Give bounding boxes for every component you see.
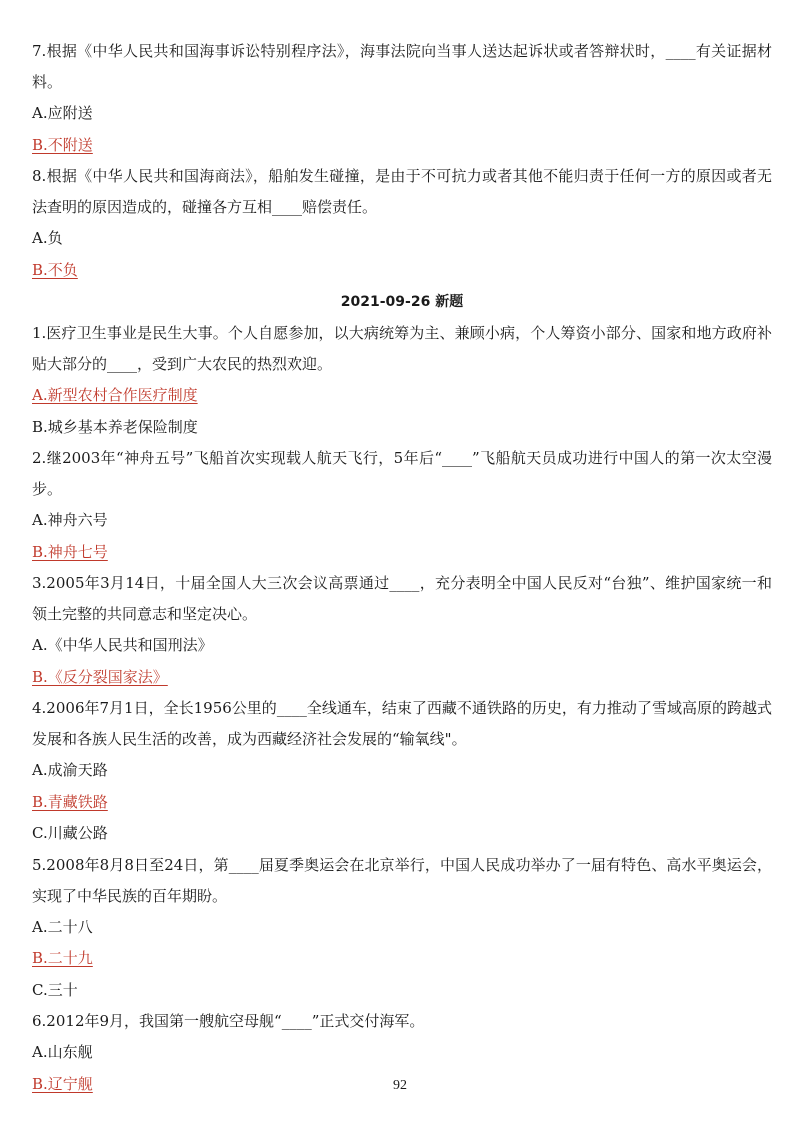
answer-option [32, 223, 772, 255]
answer-option [32, 755, 772, 787]
answer-option [32, 912, 772, 944]
answer-option [32, 975, 772, 1007]
option-label: A.神舟六号 [32, 511, 108, 529]
answer-option [32, 505, 772, 537]
question-list-previous [32, 36, 772, 286]
option-label: A.应附送 [32, 104, 93, 122]
question-text: 4.2006年7月1日，全长1956公里的____全线通车，结束了西藏不通铁路的历史，有力推动了雪域高原的跨越式发展和各族人民生活的改善，成为西藏经济社会发展的“输氧线"。 [32, 699, 772, 748]
question-block [32, 318, 772, 443]
question-block [32, 850, 772, 1007]
question-text: 1.医疗卫生事业是民生大事。个人自愿参加，以大病统筹为主、兼顾小病，个人筹资小部分、国家和地方政府补贴大部分的____，受到广大农民的热烈欢迎。 [32, 324, 772, 373]
option-label: B.不负 [32, 260, 78, 279]
option-label: A.新型农村合作医疗制度 [32, 386, 198, 404]
correct-option [32, 380, 772, 412]
option-label: B.青藏铁路 [32, 792, 108, 811]
option-label: B.二十九 [32, 949, 93, 967]
answer-option [32, 412, 772, 444]
question-block [32, 568, 772, 693]
correct-option [32, 662, 772, 694]
option-label: B.神舟七号 [32, 542, 108, 561]
question-text: 5.2008年8月8日至24日，第____届夏季奥运会在北京举行，中国人民成功举办了一届有特色、高水平奥运会，实现了中华民族的百年期盼。 [32, 855, 772, 905]
answer-option [32, 630, 772, 662]
question-text: 8.根据《中华人民共和国海商法》，船舶发生碰撞，是由于不可抗力或者其他不能归责于任何一方的原因或者无法查明的原因造成的，碰撞各方互相____赔偿责任。 [32, 167, 772, 216]
correct-option [32, 255, 772, 287]
option-label: B.《反分裂国家法》 [32, 667, 168, 686]
page-number: 92 [393, 1078, 407, 1093]
option-label: C.三十 [32, 980, 78, 999]
answer-option [32, 98, 772, 130]
answer-option [32, 1037, 772, 1069]
question-block [32, 443, 772, 568]
question-block [32, 161, 772, 286]
section-title: 2021-09-26 新题 [340, 294, 464, 310]
option-label: A.成渝天路 [32, 761, 108, 779]
document-body [32, 36, 772, 1100]
question-block [32, 36, 772, 161]
question-text: 3.2005年3月14日，十届全国人大三次会议高票通过____，充分表明全中国人民反对“台独”、维护国家统一和领土完整的共同意志和坚定决心。 [32, 574, 772, 623]
option-label: A.负 [32, 229, 63, 247]
option-label: A.《中华人民共和国刑法》 [32, 636, 213, 654]
question-text: 7.根据《中华人民共和国海事诉讼特别程序法》，海事法院向当事人送达起诉状或者答辩状时，____有关证据材料。 [32, 42, 772, 91]
question-text: 2.继2003年“神舟五号”飞船首次实现载人航天飞行，5年后“____”飞船航天员成功进行中国人的第一次太空漫步。 [32, 449, 772, 498]
correct-option [32, 787, 772, 819]
question-text: 6.2012年9月，我国第一艘航空母舰“____”正式交付海军。 [32, 1012, 425, 1030]
correct-option [32, 537, 772, 569]
option-label: C.川藏公路 [32, 824, 108, 842]
option-label: B.不附送 [32, 135, 93, 154]
option-label: A.山东舰 [32, 1043, 93, 1061]
answer-option [32, 818, 772, 850]
question-block [32, 693, 772, 850]
question-list-new [32, 318, 772, 1100]
correct-option [32, 943, 772, 975]
option-label: A.二十八 [32, 917, 93, 936]
correct-option [32, 130, 772, 162]
option-label: B.辽宁舰 [32, 1074, 93, 1093]
option-label: B.城乡基本养老保险制度 [32, 417, 198, 436]
